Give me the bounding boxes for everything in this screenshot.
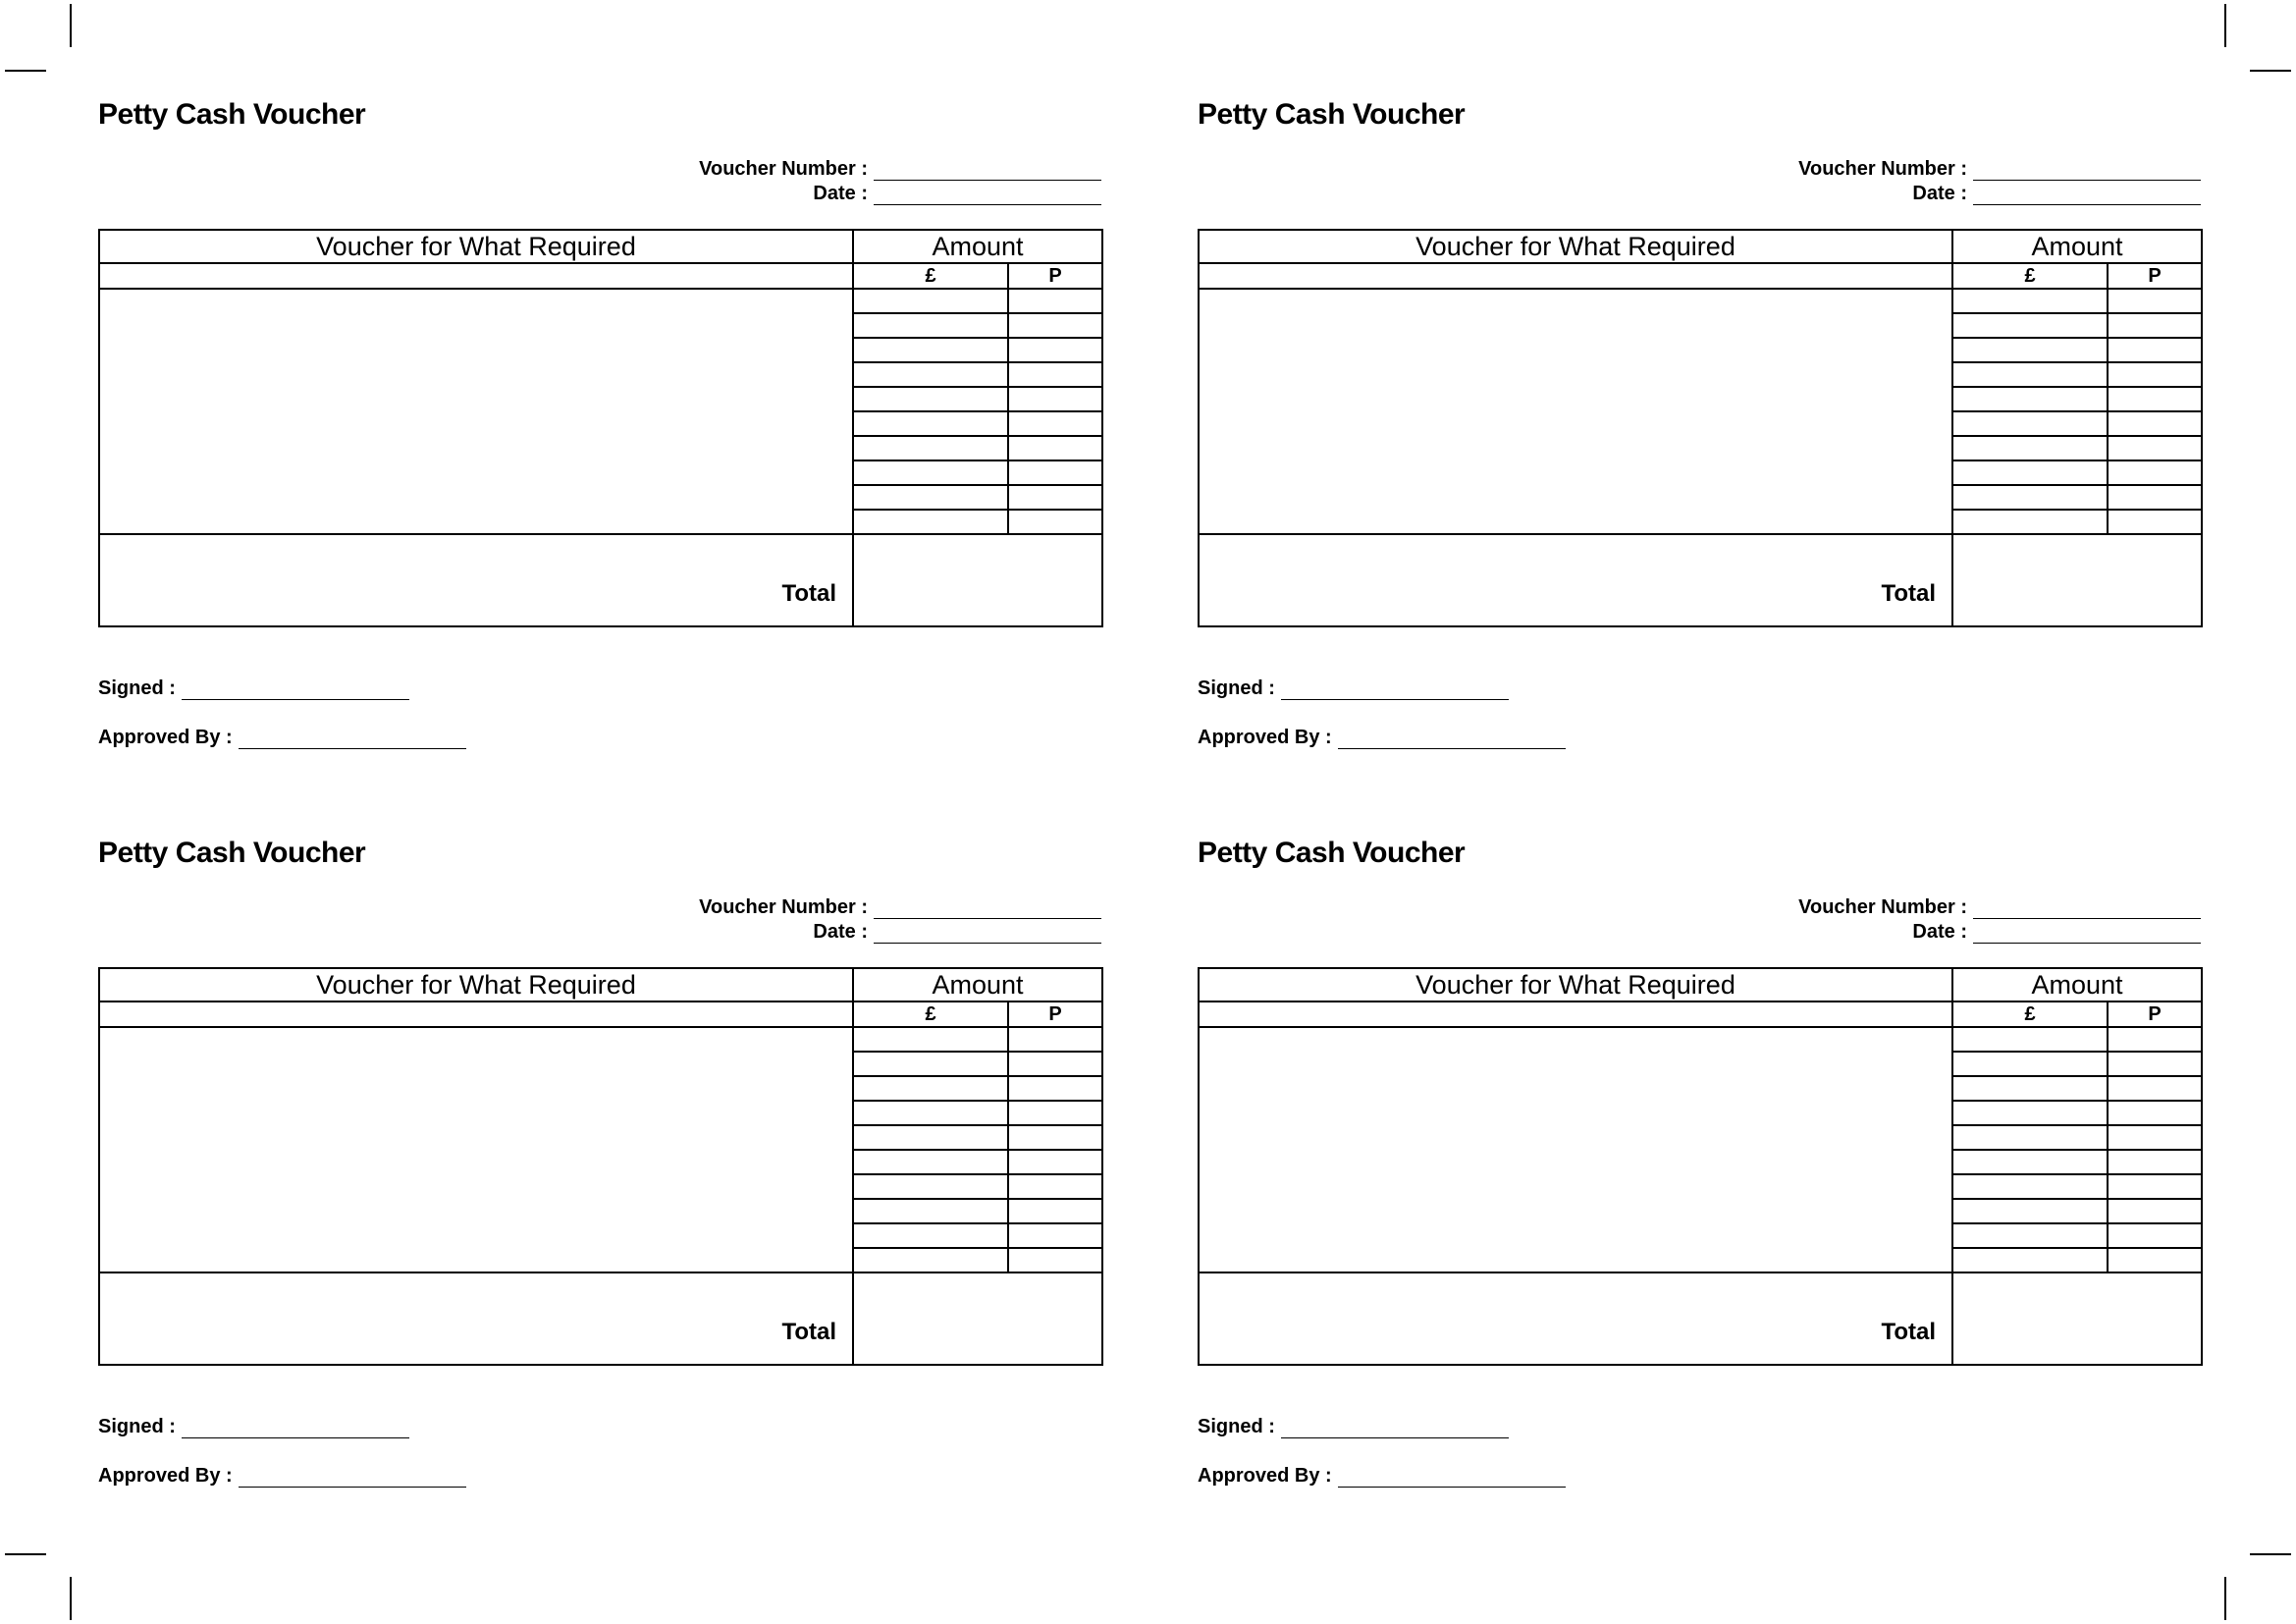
pounds-header: £ (853, 263, 1008, 289)
pence-cell[interactable] (2108, 1248, 2202, 1272)
pounds-cell[interactable] (853, 289, 1008, 313)
pence-cell[interactable] (1008, 1027, 1102, 1052)
approved-by-row (98, 1465, 466, 1488)
pence-cell[interactable] (1008, 1150, 1102, 1174)
pence-cell[interactable] (2108, 1101, 2202, 1125)
pounds-cell[interactable] (853, 313, 1008, 338)
pence-header: P (2108, 263, 2202, 289)
pence-cell[interactable] (1008, 411, 1102, 436)
voucher-title: Petty Cash Voucher (1198, 837, 1466, 869)
date-field[interactable] (874, 923, 1101, 944)
approved-by-label: Approved By : (1198, 1465, 1332, 1487)
total-amount-field[interactable] (1952, 1272, 2202, 1365)
amount-header: Amount (1952, 230, 2202, 263)
description-header: Voucher for What Required (1199, 968, 1952, 1001)
approved-by-label: Approved By : (98, 727, 233, 748)
crop-mark (70, 4, 72, 47)
signed-field[interactable] (1281, 679, 1509, 700)
pounds-cell[interactable] (853, 362, 1008, 387)
approved-by-field[interactable] (1338, 1467, 1566, 1488)
pounds-cell[interactable] (853, 387, 1008, 411)
pence-cell[interactable] (1008, 1174, 1102, 1199)
description-field[interactable] (99, 289, 853, 534)
pounds-cell[interactable] (1952, 1101, 2108, 1125)
pence-cell[interactable] (2108, 1052, 2202, 1076)
total-label: Total (1199, 534, 1952, 626)
pounds-cell[interactable] (853, 1174, 1008, 1199)
pence-cell[interactable] (2108, 460, 2202, 485)
pounds-cell[interactable] (853, 1027, 1008, 1052)
pounds-header: £ (853, 1001, 1008, 1027)
pounds-cell[interactable] (853, 1076, 1008, 1101)
total-amount-field[interactable] (1952, 534, 2202, 626)
petty-cash-voucher (98, 0, 1101, 748)
pounds-cell[interactable] (853, 1223, 1008, 1248)
date-row (1690, 918, 2201, 944)
pence-cell[interactable] (1008, 485, 1102, 510)
description-subheader (1199, 1001, 1952, 1027)
pounds-cell[interactable] (1952, 1125, 2108, 1150)
pounds-cell[interactable] (1952, 313, 2108, 338)
pence-cell[interactable] (2108, 1076, 2202, 1101)
signed-label: Signed : (98, 677, 176, 699)
total-amount-field[interactable] (853, 534, 1102, 626)
pence-cell[interactable] (1008, 1125, 1102, 1150)
pounds-cell[interactable] (1952, 436, 2108, 460)
pounds-cell[interactable] (853, 1199, 1008, 1223)
pounds-cell[interactable] (853, 411, 1008, 436)
pounds-cell[interactable] (853, 1101, 1008, 1125)
pence-cell[interactable] (1008, 1199, 1102, 1223)
pence-cell[interactable] (2108, 313, 2202, 338)
total-label: Total (99, 1272, 853, 1365)
pence-cell[interactable] (1008, 436, 1102, 460)
voucher-number-field[interactable] (1973, 160, 2201, 181)
date-field[interactable] (874, 185, 1101, 205)
petty-cash-voucher (1198, 0, 2201, 748)
approved-by-label: Approved By : (1198, 727, 1332, 748)
date-field[interactable] (1973, 923, 2201, 944)
pounds-cell[interactable] (1952, 1076, 2108, 1101)
signed-row (98, 677, 409, 700)
crop-mark (2250, 70, 2291, 72)
pounds-cell[interactable] (853, 460, 1008, 485)
pence-cell[interactable] (1008, 1101, 1102, 1125)
pounds-cell[interactable] (853, 436, 1008, 460)
pounds-cell[interactable] (1952, 1027, 2108, 1052)
crop-mark (2250, 1553, 2291, 1555)
description-subheader (99, 1001, 853, 1027)
pence-cell[interactable] (2108, 338, 2202, 362)
pounds-cell[interactable] (853, 485, 1008, 510)
signed-field[interactable] (1281, 1418, 1509, 1438)
date-field[interactable] (1973, 185, 2201, 205)
pence-header: P (1008, 1001, 1102, 1027)
total-label: Total (99, 534, 853, 626)
voucher-number-row (591, 893, 1101, 919)
amount-header: Amount (853, 968, 1102, 1001)
pounds-cell[interactable] (853, 1150, 1008, 1174)
pence-cell[interactable] (1008, 1248, 1102, 1272)
description-field[interactable] (1199, 1027, 1952, 1272)
signed-row (98, 1416, 409, 1438)
pence-cell[interactable] (2108, 1223, 2202, 1248)
pence-cell[interactable] (2108, 485, 2202, 510)
pounds-header: £ (1952, 263, 2108, 289)
total-label: Total (1199, 1272, 1952, 1365)
voucher-title: Petty Cash Voucher (98, 98, 366, 131)
signed-label: Signed : (1198, 1416, 1275, 1437)
voucher-number-label: Voucher Number : (699, 896, 868, 918)
description-subheader (1199, 263, 1952, 289)
pounds-cell[interactable] (1952, 1150, 2108, 1174)
pence-cell[interactable] (1008, 387, 1102, 411)
pounds-cell[interactable] (1952, 1248, 2108, 1272)
pence-cell[interactable] (2108, 362, 2202, 387)
crop-mark (2224, 4, 2226, 47)
crop-mark (70, 1577, 72, 1620)
date-label: Date : (1912, 183, 1967, 204)
description-field[interactable] (1199, 289, 1952, 534)
pence-header: P (2108, 1001, 2202, 1027)
pounds-cell[interactable] (853, 1125, 1008, 1150)
approved-by-field[interactable] (239, 1467, 466, 1488)
date-label: Date : (813, 183, 868, 204)
pence-cell[interactable] (1008, 362, 1102, 387)
approved-by-row (1198, 1465, 1566, 1488)
description-field[interactable] (99, 1027, 853, 1272)
pence-cell[interactable] (1008, 289, 1102, 313)
amount-header: Amount (1952, 968, 2202, 1001)
pounds-cell[interactable] (1952, 1199, 2108, 1223)
signed-field[interactable] (182, 1418, 409, 1438)
pence-cell[interactable] (2108, 411, 2202, 436)
pounds-cell[interactable] (853, 1052, 1008, 1076)
voucher-number-row (591, 155, 1101, 181)
approved-by-label: Approved By : (98, 1465, 233, 1487)
pounds-cell[interactable] (1952, 485, 2108, 510)
voucher-table (1198, 229, 2203, 627)
voucher-number-field[interactable] (874, 898, 1101, 919)
pence-cell[interactable] (1008, 1223, 1102, 1248)
date-row (1690, 180, 2201, 205)
voucher-number-label: Voucher Number : (1798, 158, 1967, 180)
voucher-number-label: Voucher Number : (1798, 896, 1967, 918)
voucher-number-field[interactable] (874, 160, 1101, 181)
line-item-row (1199, 289, 2202, 313)
pounds-cell[interactable] (853, 1248, 1008, 1272)
date-label: Date : (1912, 921, 1967, 943)
pounds-cell[interactable] (1952, 1174, 2108, 1199)
voucher-table (98, 229, 1103, 627)
voucher-number-label: Voucher Number : (699, 158, 868, 180)
line-item-row (99, 289, 1102, 313)
voucher-number-row (1690, 155, 2201, 181)
date-label: Date : (813, 921, 868, 943)
pence-cell[interactable] (2108, 1125, 2202, 1150)
pence-cell[interactable] (1008, 313, 1102, 338)
pounds-cell[interactable] (853, 338, 1008, 362)
pence-cell[interactable] (2108, 387, 2202, 411)
total-amount-field[interactable] (853, 1272, 1102, 1365)
pence-cell[interactable] (1008, 460, 1102, 485)
voucher-number-row (1690, 893, 2201, 919)
voucher-table (1198, 967, 2203, 1366)
pounds-cell[interactable] (1952, 387, 2108, 411)
pence-cell[interactable] (1008, 1076, 1102, 1101)
pence-header: P (1008, 263, 1102, 289)
pounds-cell[interactable] (1952, 411, 2108, 436)
crop-mark (5, 70, 46, 72)
description-header: Voucher for What Required (1199, 230, 1952, 263)
crop-mark (2224, 1577, 2226, 1620)
pence-cell[interactable] (2108, 436, 2202, 460)
pounds-cell[interactable] (1952, 1052, 2108, 1076)
signed-row (1198, 677, 1509, 700)
description-header: Voucher for What Required (99, 968, 853, 1001)
line-item-row (99, 1027, 1102, 1052)
pence-cell[interactable] (1008, 1052, 1102, 1076)
pounds-cell[interactable] (853, 510, 1008, 534)
date-row (591, 180, 1101, 205)
pence-cell[interactable] (2108, 289, 2202, 313)
signed-field[interactable] (182, 679, 409, 700)
pence-cell[interactable] (1008, 338, 1102, 362)
pence-cell[interactable] (2108, 1150, 2202, 1174)
pence-cell[interactable] (2108, 1199, 2202, 1223)
amount-header: Amount (853, 230, 1102, 263)
signed-row (1198, 1416, 1509, 1438)
pence-cell[interactable] (2108, 510, 2202, 534)
pounds-cell[interactable] (1952, 362, 2108, 387)
voucher-title: Petty Cash Voucher (98, 837, 366, 869)
signed-label: Signed : (1198, 677, 1275, 699)
pounds-header: £ (1952, 1001, 2108, 1027)
line-item-row (1199, 1027, 2202, 1052)
signed-label: Signed : (98, 1416, 176, 1437)
pounds-cell[interactable] (1952, 289, 2108, 313)
description-subheader (99, 263, 853, 289)
pounds-cell[interactable] (1952, 460, 2108, 485)
voucher-title: Petty Cash Voucher (1198, 98, 1466, 131)
pence-cell[interactable] (2108, 1027, 2202, 1052)
crop-mark (5, 1553, 46, 1555)
petty-cash-voucher (98, 738, 1101, 1487)
voucher-table (98, 967, 1103, 1366)
pounds-cell[interactable] (1952, 338, 2108, 362)
pence-cell[interactable] (1008, 510, 1102, 534)
pounds-cell[interactable] (1952, 1223, 2108, 1248)
pence-cell[interactable] (2108, 1174, 2202, 1199)
description-header: Voucher for What Required (99, 230, 853, 263)
voucher-number-field[interactable] (1973, 898, 2201, 919)
pounds-cell[interactable] (1952, 510, 2108, 534)
petty-cash-voucher (1198, 738, 2201, 1487)
date-row (591, 918, 1101, 944)
